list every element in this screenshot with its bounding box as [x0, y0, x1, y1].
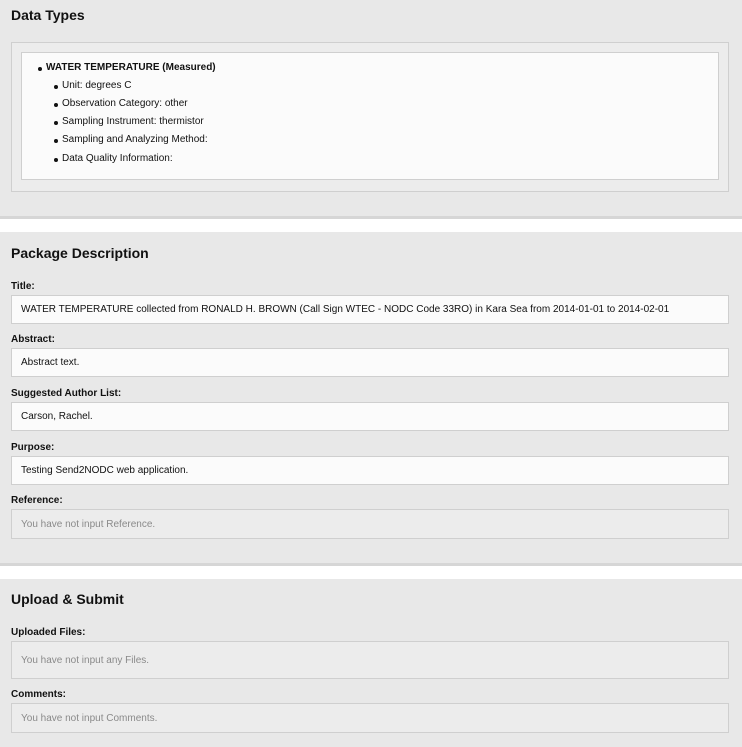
data-types-panel	[0, 0, 742, 219]
bullet-icon	[38, 67, 42, 71]
data-type-detail: Observation Category: other	[62, 98, 188, 109]
comments-field: You have not input Comments.	[11, 703, 729, 733]
purpose-field: Testing Send2NODC web application.	[11, 456, 729, 485]
title-field: WATER TEMPERATURE collected from RONALD H. BROWN (Call Sign WTEC - NODC Code 33RO) in Kara Sea from 2014-01-01 to 2014-02-01	[11, 295, 729, 324]
comments-label: Comments:	[11, 689, 67, 700]
bullet-icon	[54, 103, 58, 107]
bullet-icon	[54, 121, 58, 125]
title-label: Title:	[11, 281, 35, 292]
reference-field: You have not input Reference.	[11, 509, 729, 539]
data-type-detail: Data Quality Information:	[62, 153, 173, 164]
panel-divider	[0, 216, 742, 219]
purpose-label: Purpose:	[11, 442, 55, 453]
data-types-list	[21, 52, 719, 180]
bullet-icon	[54, 158, 58, 162]
bullet-icon	[54, 139, 58, 143]
data-type-detail: Unit: degrees C	[62, 80, 132, 91]
panel-divider	[0, 563, 742, 566]
upload-submit-heading: Upload & Submit	[11, 591, 124, 607]
uploaded-files-label: Uploaded Files:	[11, 627, 86, 638]
data-type-detail: Sampling Instrument: thermistor	[62, 116, 204, 127]
data-type-detail: Sampling and Analyzing Method:	[62, 134, 208, 145]
bullet-icon	[54, 85, 58, 89]
data-types-heading: Data Types	[11, 7, 85, 23]
authors-field: Carson, Rachel.	[11, 402, 729, 431]
package-description-heading: Package Description	[11, 245, 149, 261]
abstract-field: Abstract text.	[11, 348, 729, 377]
authors-label: Suggested Author List:	[11, 388, 122, 399]
upload-submit-panel	[0, 579, 742, 747]
reference-label: Reference:	[11, 495, 63, 506]
data-type-name: WATER TEMPERATURE (Measured)	[46, 62, 216, 73]
uploaded-files-field: You have not input any Files.	[11, 641, 729, 679]
package-description-panel	[0, 232, 742, 566]
abstract-label: Abstract:	[11, 334, 55, 345]
data-types-outer-box	[11, 42, 729, 192]
